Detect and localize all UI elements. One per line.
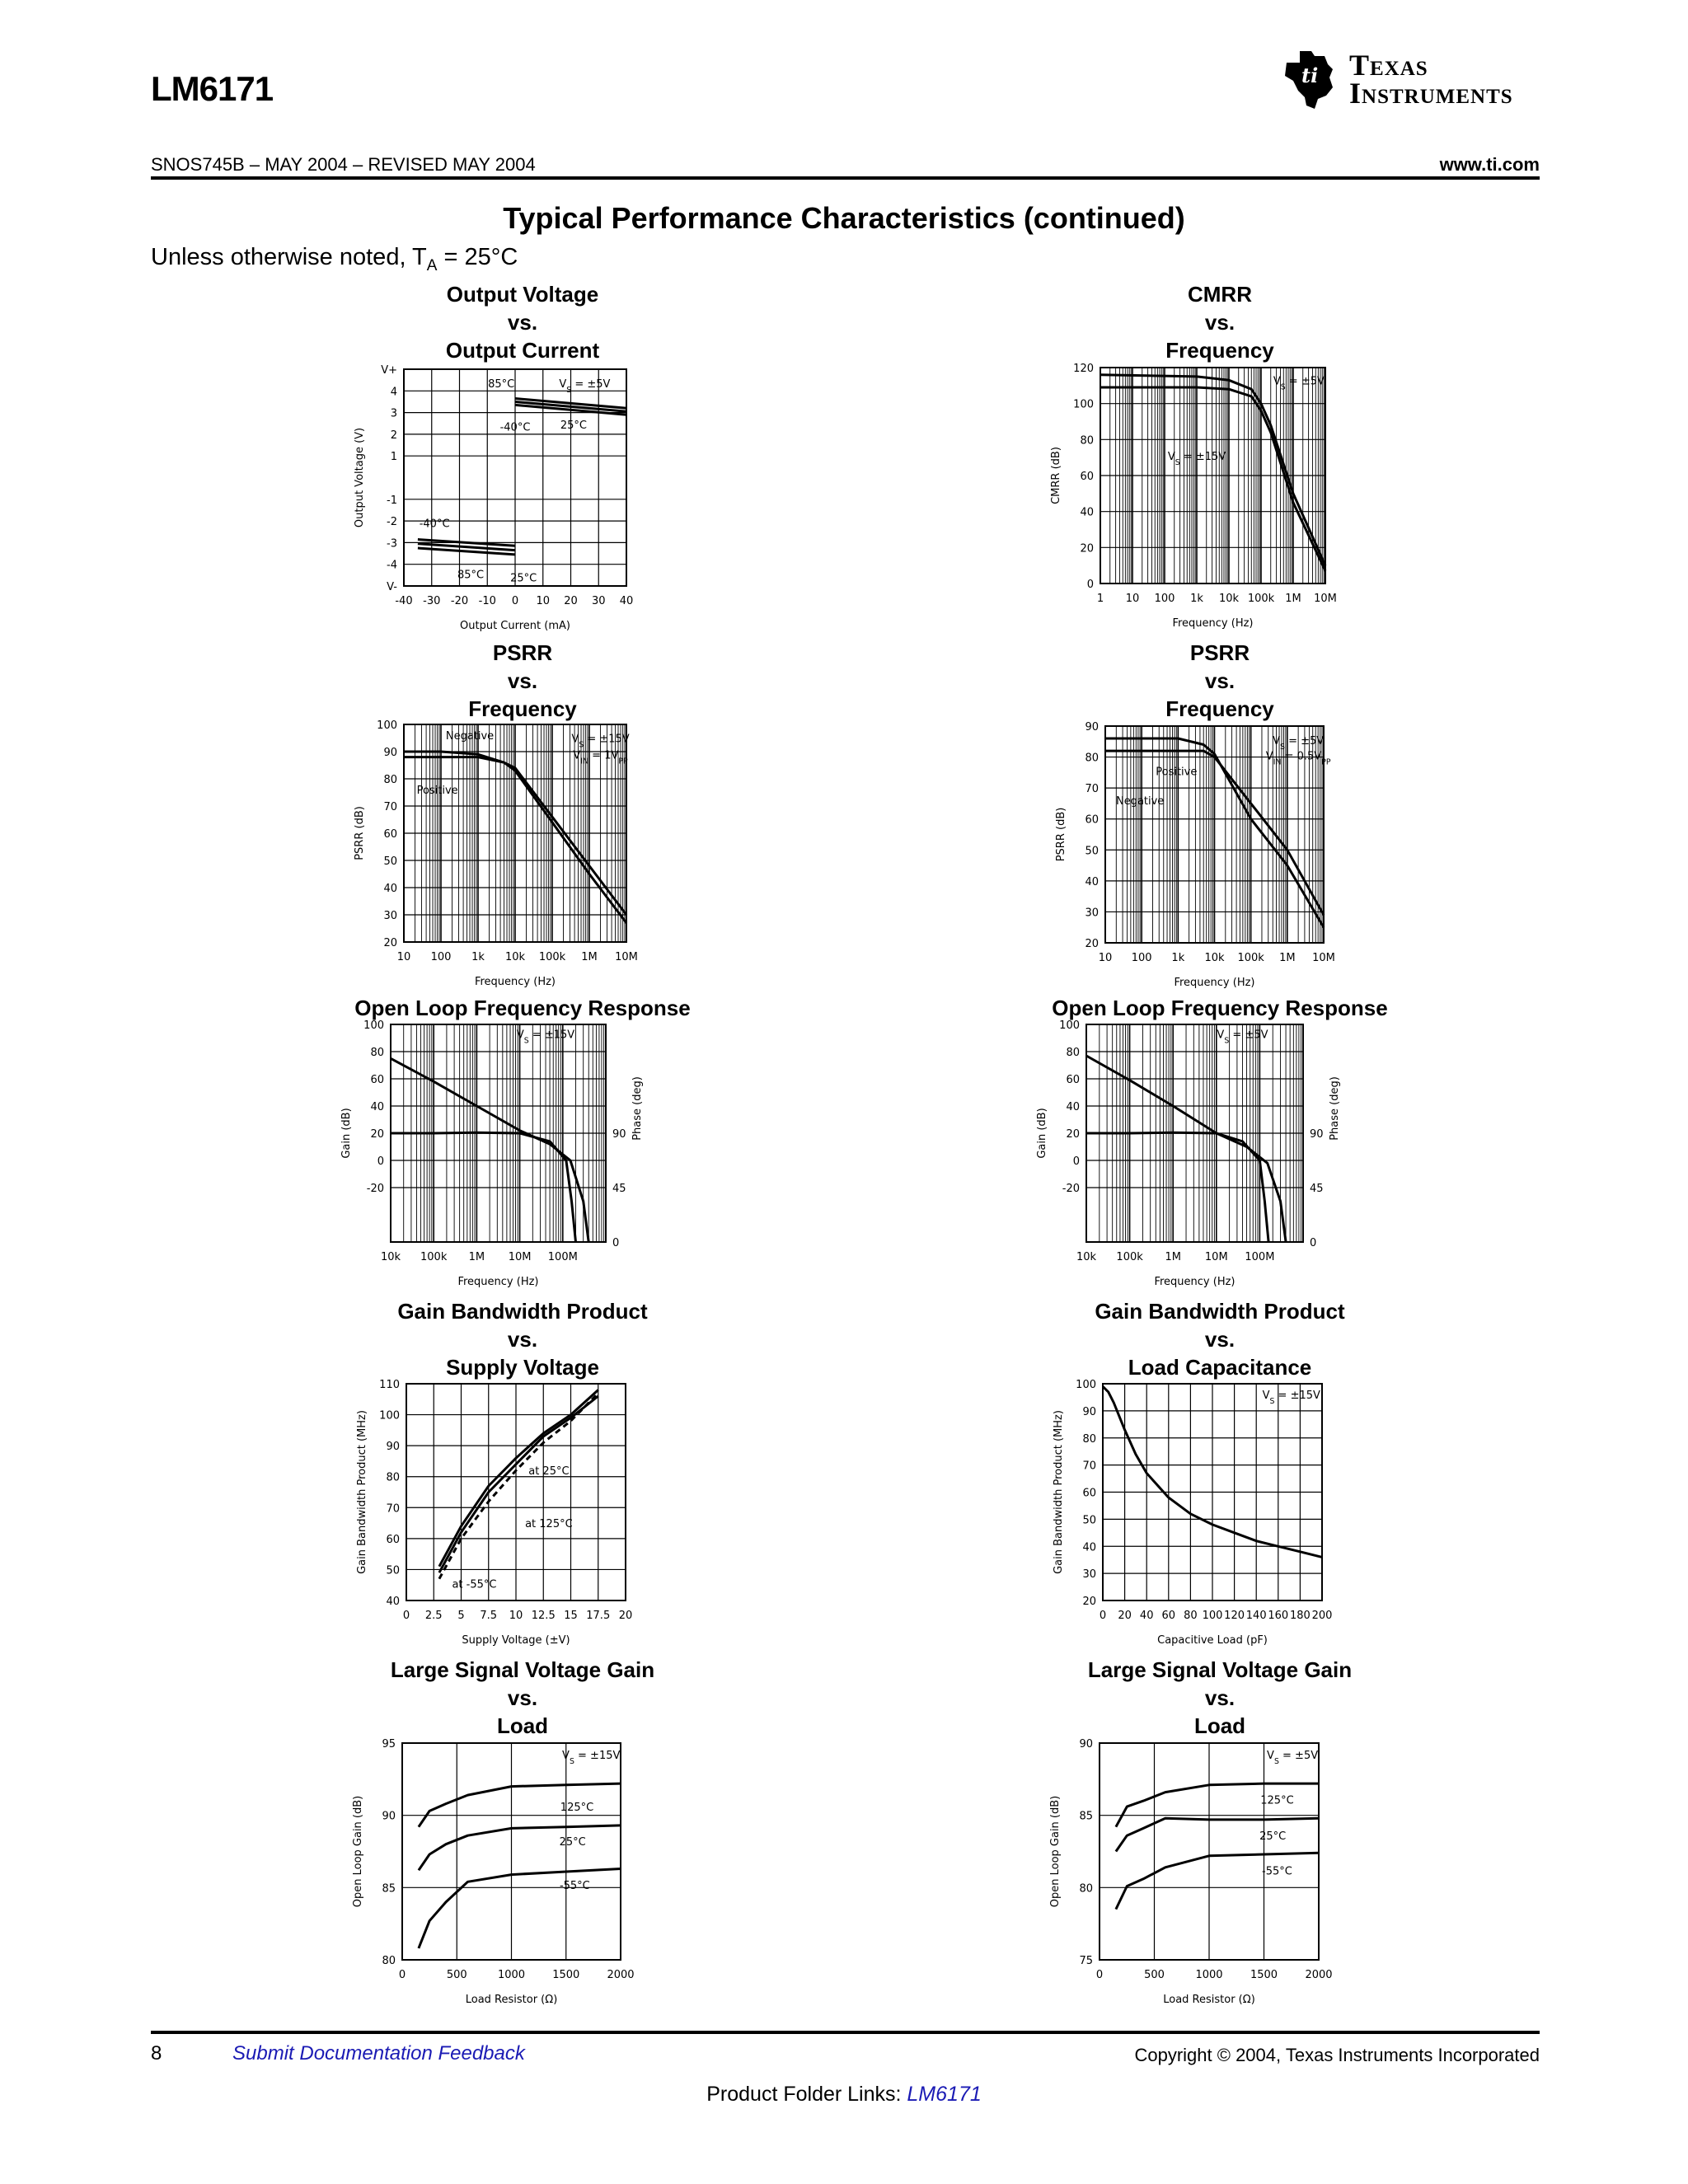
- x-tick-label: 30: [591, 595, 606, 607]
- chart-annotation: $V_S = \pm 15V$: [1167, 450, 1226, 467]
- chart-title-line: vs.: [507, 668, 538, 693]
- y-axis-label: PSRR (dB): [1055, 807, 1067, 862]
- x-axis-label: Output Current (mA): [460, 620, 570, 632]
- x-tick-label: 500: [446, 1969, 467, 1981]
- x-tick-label: 1: [1096, 593, 1104, 605]
- x-tick-label: 0: [402, 1610, 410, 1622]
- chart-title-line: PSRR: [492, 640, 553, 665]
- y-tick-label: 20: [370, 1128, 384, 1141]
- x-tick-label: 10k: [504, 951, 526, 963]
- y-tick-label: 90: [1082, 1405, 1096, 1418]
- chart-annotation: 125°C: [560, 1802, 594, 1815]
- y-tick-label: 95: [382, 1738, 396, 1750]
- y-tick-label: 40: [1080, 506, 1094, 519]
- y-tick-label: 80: [382, 1955, 396, 1967]
- y-tick-label: 0: [1086, 579, 1094, 591]
- y-tick-label: 100: [363, 1019, 384, 1032]
- chart-annotation: $V_S = \pm 15V$: [571, 733, 630, 749]
- chart-title-line: Frequency: [1165, 696, 1274, 721]
- x-tick-label: 1000: [497, 1969, 526, 1981]
- x-tick-label: -10: [478, 595, 496, 607]
- series-line-25-c: [419, 1825, 621, 1870]
- x-tick-label: 20: [564, 595, 578, 607]
- y-tick-label: 30: [1085, 907, 1099, 920]
- y-tick-label: 40: [370, 1101, 384, 1113]
- y-tick-label: 20: [1080, 542, 1094, 555]
- y-tick-label: 90: [382, 1810, 396, 1823]
- x-tick-label: 10M: [615, 951, 638, 963]
- chart-title-line: Open Loop Frequency Response: [1052, 996, 1388, 1020]
- series-line-55-c: [1116, 1853, 1319, 1909]
- y-tick-label: 80: [386, 1471, 400, 1484]
- x-tick-label: 2.5: [424, 1610, 443, 1622]
- x-tick-label: 1M: [468, 1251, 485, 1263]
- x-tick-label: 100k: [1116, 1251, 1143, 1263]
- chart-title-line: Load Capacitance: [1128, 1355, 1312, 1380]
- chart-title: [275, 280, 770, 364]
- x-tick-label: 10M: [1204, 1251, 1228, 1263]
- svg-text:ti: ti: [1301, 63, 1319, 87]
- x-tick-label: -20: [450, 595, 469, 607]
- y-tick-label: 80: [1079, 1882, 1093, 1896]
- x-axis-label: Frequency (Hz): [1154, 1276, 1236, 1288]
- chart-title-line: Gain Bandwidth Product: [1095, 1299, 1345, 1324]
- x-axis-label: Frequency (Hz): [1172, 617, 1254, 630]
- chart-c5: [333, 1008, 655, 1308]
- y-tick-label: 60: [386, 1533, 400, 1546]
- chart-annotation: -55°C: [1262, 1865, 1292, 1878]
- chart-annotation: at 125°C: [525, 1518, 573, 1531]
- chart-annotation: -55°C: [559, 1879, 590, 1892]
- y-tick-label: 70: [1085, 783, 1099, 796]
- chart-c3: [346, 708, 676, 1008]
- copyright-notice: Copyright © 2004, Texas Instruments Incorporated: [1134, 2045, 1540, 2065]
- part-number: LM6171: [151, 69, 274, 108]
- y-tick-label: 60: [1085, 813, 1099, 827]
- x-axis-label: Frequency (Hz): [457, 1276, 539, 1288]
- y-tick-label: 40: [1085, 875, 1099, 888]
- y-tick-label: 90: [386, 1441, 400, 1454]
- chart-title-line: Load: [496, 1713, 549, 1738]
- logo-line-1: Texas: [1349, 49, 1428, 82]
- y-axis-label: Open Loop Gain (dB): [1049, 1795, 1062, 1908]
- chart-annotation: 85°C: [488, 378, 515, 391]
- y-tick-label: -20: [366, 1183, 384, 1195]
- y-tick-label: 40: [1066, 1101, 1080, 1113]
- chart-annotation: Negative: [1115, 795, 1165, 808]
- x-tick-label: 40: [619, 595, 634, 607]
- chart-title-line: Frequency: [468, 696, 577, 721]
- x-tick-label: 1000: [1195, 1969, 1223, 1981]
- x-tick-label: 80: [1184, 1610, 1198, 1622]
- x-tick-label: 10k: [1076, 1251, 1097, 1263]
- chart-annotation: $V_S = \pm 5V$: [1273, 734, 1325, 752]
- y-tick-label: 80: [1080, 434, 1094, 448]
- chart-c6: [1029, 1008, 1353, 1308]
- y-tick-label: 30: [1082, 1568, 1096, 1582]
- x-tick-label: 10: [509, 1610, 523, 1622]
- ti-logo-icon: [1282, 48, 1339, 110]
- x-tick-label: 1k: [1190, 593, 1203, 605]
- chart-annotation: $V_{IN} = 0.5V_{PP}$: [1265, 750, 1331, 767]
- chart-title-line: Gain Bandwidth Product: [397, 1299, 648, 1324]
- x-tick-label: 100k: [538, 951, 566, 963]
- y-axis-label: Open Loop Gain (dB): [352, 1795, 364, 1908]
- x-tick-label: 100: [430, 951, 452, 963]
- x-tick-label: 0: [511, 595, 519, 607]
- y-tick-label: 80: [1085, 752, 1099, 765]
- chart-annotation: $V_{IN} = 1V_{PP}$: [573, 749, 628, 766]
- logo-line-2: Instruments: [1349, 77, 1513, 110]
- x-tick-label: 7.5: [480, 1610, 498, 1622]
- chart-annotation: $V_S = \pm 5V$: [1267, 1750, 1319, 1766]
- chart-annotation: Positive: [416, 785, 458, 798]
- folder-label: Product Folder Links:: [706, 2083, 907, 2106]
- y-tick-label: 50: [1085, 845, 1099, 858]
- chart-annotation: 25°C: [559, 1836, 586, 1849]
- y-tick-label: 100: [377, 719, 397, 732]
- y-axis-label: CMRR (dB): [1050, 447, 1062, 504]
- x-tick-label: 17.5: [586, 1610, 611, 1622]
- y-tick-label: 50: [386, 1564, 400, 1577]
- y-tick-label: 100: [379, 1409, 400, 1422]
- x-tick-label: 0: [398, 1969, 406, 1981]
- x-tick-label: 10: [536, 595, 551, 607]
- right-tick-label: 0: [612, 1237, 620, 1249]
- x-tick-label: 100k: [1247, 593, 1275, 605]
- x-tick-label: 15: [564, 1610, 578, 1622]
- y-tick-label: V-: [387, 581, 397, 593]
- y-tick-label: 80: [383, 774, 397, 786]
- chart-annotation: 25°C: [560, 419, 587, 433]
- chart-title-line: vs.: [1204, 1685, 1236, 1710]
- chart-c9: [345, 1727, 670, 2026]
- chart-title-line: vs.: [507, 1327, 538, 1352]
- right-tick-label: 0: [1310, 1237, 1317, 1249]
- y-tick-label: 20: [1066, 1128, 1080, 1141]
- y-tick-label: 40: [386, 1596, 400, 1608]
- chart-annotation: at -55°C: [452, 1578, 497, 1591]
- chart-annotation: 25°C: [1259, 1830, 1287, 1844]
- chart-annotation: $V_S = \pm 15V$: [516, 1029, 575, 1046]
- chart-annotation: $V_S = \pm 15V$: [562, 1750, 621, 1766]
- x-tick-label: 100k: [420, 1251, 448, 1263]
- chart-c8: [1045, 1367, 1372, 1666]
- y-tick-label: 20: [1085, 938, 1099, 950]
- x-tick-label: 1M: [1285, 593, 1301, 605]
- right-axis-label: Phase (deg): [1329, 1076, 1341, 1141]
- x-tick-label: 20: [1118, 1610, 1132, 1622]
- chart-title-line: vs.: [1204, 668, 1236, 693]
- conditions-suffix: = 25°C: [437, 244, 518, 270]
- x-tick-label: 10M: [508, 1251, 532, 1263]
- x-tick-label: 200: [1311, 1610, 1333, 1622]
- chart-annotation: Positive: [1156, 766, 1198, 779]
- y-tick-label: 90: [1079, 1738, 1093, 1750]
- x-axis-label: Frequency (Hz): [1174, 977, 1255, 989]
- x-tick-label: 100k: [1237, 952, 1264, 964]
- x-tick-label: -30: [423, 595, 441, 607]
- chart-title-line: vs.: [1204, 310, 1236, 335]
- x-axis-label: Supply Voltage (±V): [462, 1634, 570, 1647]
- x-tick-label: 100: [1202, 1610, 1223, 1622]
- y-tick-label: 120: [1073, 363, 1094, 375]
- y-tick-label: -1: [387, 494, 397, 507]
- y-tick-label: V+: [381, 364, 397, 377]
- chart-title-line: Large Signal Voltage Gain: [1087, 1657, 1353, 1682]
- chart-title-line: vs.: [507, 310, 538, 335]
- x-tick-label: 12.5: [531, 1610, 556, 1622]
- y-tick-label: 0: [1072, 1155, 1080, 1168]
- x-tick-label: 1M: [581, 951, 598, 963]
- chart-annotation: $V_S = \pm 15V$: [1262, 1390, 1320, 1406]
- chart-title-line: Load: [1193, 1713, 1246, 1738]
- y-tick-label: 85: [382, 1882, 396, 1896]
- document-number: SNOS745B – MAY 2004 – REVISED MAY 2004: [151, 154, 536, 175]
- y-tick-label: 40: [383, 883, 397, 895]
- y-tick-label: 50: [1082, 1514, 1096, 1527]
- x-tick-label: 140: [1245, 1610, 1267, 1622]
- logo-wordmark: [1349, 49, 1513, 110]
- y-tick-label: 100: [1073, 398, 1094, 411]
- series-line-25-c: [1116, 1818, 1319, 1851]
- y-tick-label: -20: [1062, 1183, 1080, 1195]
- x-tick-label: 1M: [1165, 1251, 1181, 1263]
- section-title: Typical Performance Characteristics (continued): [503, 201, 1185, 235]
- x-tick-label: 5: [457, 1610, 465, 1622]
- right-axis-label: Phase (deg): [631, 1076, 644, 1141]
- series-line-at-25-c: [439, 1396, 598, 1572]
- chart-annotation: at 25°C: [528, 1465, 570, 1479]
- x-axis-label: Capacitive Load (pF): [1157, 1634, 1268, 1647]
- y-tick-label: 70: [1082, 1460, 1096, 1473]
- series-line-at-125-c: [439, 1393, 598, 1578]
- x-tick-label: 2000: [607, 1969, 635, 1981]
- x-tick-label: 180: [1289, 1610, 1311, 1622]
- x-tick-label: 120: [1224, 1610, 1245, 1622]
- chart-title-line: Frequency: [1165, 338, 1274, 363]
- x-tick-label: 10: [1125, 593, 1140, 605]
- chart-title-line: Large Signal Voltage Gain: [390, 1657, 655, 1682]
- y-tick-label: 60: [1082, 1487, 1096, 1500]
- chart-title-line: vs.: [507, 1685, 538, 1710]
- conditions-subscript: A: [426, 256, 438, 274]
- chart-title-line: Supply Voltage: [446, 1355, 599, 1380]
- chart-c2: [1043, 351, 1375, 649]
- conditions-prefix: Unless otherwise noted, T: [151, 244, 427, 270]
- x-tick-label: 160: [1268, 1610, 1289, 1622]
- y-tick-label: 4: [390, 386, 397, 399]
- y-tick-label: 100: [1076, 1379, 1096, 1391]
- y-tick-label: 0: [377, 1155, 384, 1168]
- chart-annotation: 25°C: [510, 572, 537, 585]
- y-tick-label: 75: [1079, 1955, 1093, 1967]
- x-tick-label: 1500: [552, 1969, 580, 1981]
- chart-title-line: CMRR: [1188, 282, 1252, 307]
- y-tick-label: 90: [383, 747, 397, 759]
- chart-annotation: -40°C: [419, 518, 450, 531]
- y-tick-label: 20: [1082, 1596, 1096, 1608]
- footer-rule: [151, 2031, 1540, 2034]
- x-tick-label: -40: [395, 595, 413, 607]
- chart-annotation: $V_S = \pm 5V$: [1273, 375, 1325, 391]
- right-tick-label: 90: [1310, 1128, 1324, 1141]
- x-tick-label: 40: [1139, 1610, 1154, 1622]
- x-axis-label: Load Resistor (Ω): [465, 1994, 558, 2006]
- y-tick-label: -3: [387, 537, 397, 551]
- y-tick-label: 3: [390, 407, 397, 420]
- x-tick-label: 1500: [1250, 1969, 1278, 1981]
- x-axis-label: Load Resistor (Ω): [1163, 1994, 1255, 2006]
- y-tick-label: 50: [383, 855, 397, 868]
- chart-c1: [346, 353, 676, 652]
- y-axis-label: Gain Bandwidth Product (MHz): [356, 1410, 368, 1574]
- y-axis-label: Gain Bandwidth Product (MHz): [1053, 1410, 1065, 1574]
- chart-annotation: Negative: [445, 730, 495, 743]
- y-tick-label: 60: [1080, 471, 1094, 483]
- y-tick-label: 1: [390, 451, 397, 464]
- x-tick-label: 10k: [1218, 593, 1240, 605]
- chart-title-line: Output Current: [445, 338, 600, 363]
- x-tick-label: 0: [1095, 1969, 1104, 1981]
- x-tick-label: 100M: [1245, 1251, 1275, 1263]
- y-tick-label: -4: [387, 559, 397, 572]
- right-tick-label: 45: [1310, 1183, 1324, 1195]
- chart-annotation: $V_S = \pm 5V$: [559, 378, 611, 395]
- x-tick-label: 10M: [1314, 593, 1337, 605]
- y-tick-label: 90: [1085, 721, 1099, 733]
- chart-c4: [1048, 710, 1373, 1009]
- x-tick-label: 10: [396, 951, 411, 963]
- chart-title-line: Output Voltage: [446, 282, 599, 307]
- y-tick-label: 2: [390, 429, 397, 442]
- x-axis-label: Frequency (Hz): [474, 976, 556, 988]
- y-tick-label: 60: [383, 828, 397, 841]
- x-tick-label: 10k: [1204, 952, 1225, 964]
- x-tick-label: 20: [618, 1610, 633, 1622]
- test-conditions: [151, 244, 518, 275]
- y-tick-label: 30: [383, 910, 397, 922]
- x-tick-label: 1k: [471, 951, 485, 963]
- y-axis-label: Output Voltage (V): [354, 427, 366, 528]
- x-tick-label: 100: [1131, 952, 1152, 964]
- y-tick-label: 40: [1082, 1541, 1096, 1554]
- y-tick-label: 60: [370, 1074, 384, 1086]
- x-tick-label: 500: [1144, 1969, 1165, 1981]
- x-tick-label: 0: [1099, 1610, 1107, 1622]
- x-tick-label: 10k: [380, 1251, 401, 1263]
- x-tick-label: 10: [1098, 952, 1113, 964]
- chart-annotation: -40°C: [499, 421, 531, 434]
- right-tick-label: 45: [612, 1183, 626, 1195]
- chart-annotation: $V_S = \pm 5V$: [1217, 1029, 1268, 1046]
- y-axis-label: Gain (dB): [1036, 1108, 1048, 1159]
- website-link[interactable]: www.ti.com: [1439, 154, 1540, 175]
- chart-annotation: 125°C: [1260, 1794, 1294, 1807]
- chart-title-line: Open Loop Frequency Response: [354, 996, 691, 1020]
- y-tick-label: 80: [1066, 1047, 1080, 1059]
- x-tick-label: 2000: [1305, 1969, 1333, 1981]
- x-tick-label: 60: [1161, 1610, 1176, 1622]
- x-tick-label: 1M: [1279, 952, 1296, 964]
- y-tick-label: 60: [1066, 1074, 1080, 1086]
- y-tick-label: 100: [1059, 1019, 1080, 1032]
- chart-title-line: PSRR: [1189, 640, 1250, 665]
- y-axis-label: PSRR (dB): [354, 806, 366, 860]
- chart-annotation: 85°C: [457, 569, 485, 582]
- y-tick-label: 80: [1082, 1432, 1096, 1446]
- y-tick-label: -2: [387, 516, 397, 529]
- ti-logo: [1282, 48, 1545, 114]
- y-tick-label: 20: [383, 937, 397, 949]
- series-line-55-c: [419, 1869, 621, 1949]
- x-tick-label: 1k: [1171, 952, 1185, 964]
- y-tick-label: 80: [370, 1047, 384, 1059]
- product-folder-link[interactable]: LM6171: [907, 2083, 982, 2106]
- y-tick-label: 70: [383, 801, 397, 813]
- y-axis-label: Gain (dB): [340, 1108, 353, 1159]
- y-tick-label: 110: [379, 1379, 400, 1391]
- x-tick-label: 100M: [547, 1251, 578, 1263]
- chart-title-line: vs.: [1204, 1327, 1236, 1352]
- feedback-link[interactable]: Submit Documentation Feedback: [232, 2042, 525, 2064]
- product-folder-links: [0, 2083, 1688, 2107]
- x-tick-label: 10M: [1312, 952, 1335, 964]
- chart-c10: [1042, 1727, 1368, 2026]
- page-number: 8: [151, 2042, 162, 2064]
- x-tick-label: 100: [1154, 593, 1175, 605]
- right-tick-label: 90: [612, 1128, 626, 1141]
- y-tick-label: 70: [386, 1502, 400, 1516]
- chart-c7: [349, 1367, 675, 1666]
- y-tick-label: 85: [1079, 1810, 1093, 1823]
- header-rule: [151, 176, 1540, 180]
